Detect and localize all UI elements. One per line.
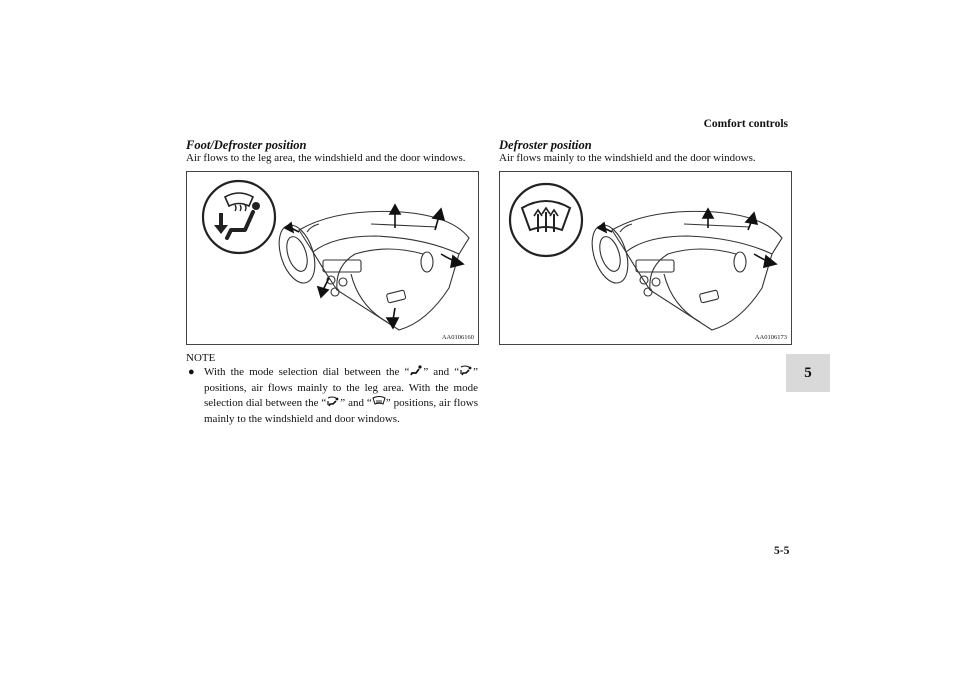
chapter-tab: 5: [786, 354, 830, 392]
defroster-icon-inline: [372, 396, 386, 407]
defroster-description: Air flows mainly to the windshield and the door windows.: [499, 152, 756, 164]
note-label: NOTE: [186, 352, 216, 364]
foot-defroster-description: Air flows to the leg area, the windshield and the door windows.: [186, 152, 466, 164]
defroster-icon: [510, 184, 582, 256]
note-text-part-1: With the mode selection dial between the “: [204, 366, 410, 378]
note-text-part-2: ” and “: [423, 366, 460, 378]
defroster-figure: [499, 171, 792, 345]
note-bullet: ●: [188, 366, 195, 378]
foot-defroster-figure-code: AA0106160: [441, 334, 474, 341]
defroster-title: Defroster position: [499, 138, 592, 152]
note-item: [188, 365, 478, 427]
foot-defroster-icon: [203, 181, 275, 253]
foot-defroster-title: Foot/Defroster position: [186, 138, 307, 152]
foot-icon: [409, 365, 423, 376]
note-text-part-3: ” positions, air flows mainly to the leg area. With the mode selection dial between the “: [204, 366, 478, 410]
note-text: [204, 365, 478, 427]
airflow-arrows: [598, 209, 776, 267]
dashboard-illustration: [273, 211, 469, 330]
dashboard-illustration: [586, 211, 782, 330]
note-text-part-5: ” positions, air flows mainly to the windshield and door windows.: [204, 397, 478, 425]
page-header-title: Comfort controls: [703, 118, 788, 130]
foot-defroster-icon-inline: [459, 365, 473, 376]
defroster-figure-code: AA0106173: [754, 334, 787, 341]
foot-defroster-icon-inline-2: [326, 396, 340, 407]
foot-defroster-figure: [186, 171, 479, 345]
note-text-part-4: ” and “: [340, 397, 372, 410]
page-number: 5-5: [774, 545, 790, 557]
